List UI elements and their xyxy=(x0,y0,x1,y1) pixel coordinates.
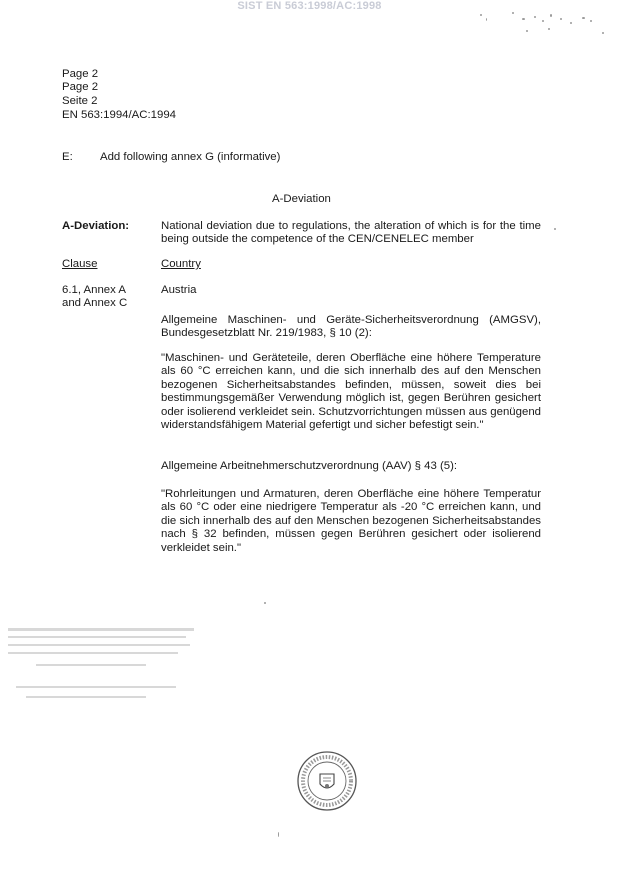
faint-bleed-through xyxy=(6,600,196,710)
watermark: SIST EN 563:1998/AC:1998 xyxy=(237,0,382,12)
page-number-en: Page 2 xyxy=(62,68,99,80)
regulation-citation-aav: Allgemeine Arbeitnehmerschutzverordnung (AAV) § 43 (5): xyxy=(161,460,458,472)
column-heading-clause: Clause xyxy=(62,258,98,270)
clause-reference-line1: 6.1, Annex A xyxy=(62,284,126,296)
scan-dot xyxy=(264,602,266,604)
instruction-label: E: xyxy=(62,151,73,163)
document-reference: EN 563:1994/AC:1994 xyxy=(62,109,176,121)
column-heading-country: Country xyxy=(161,258,201,270)
official-seal xyxy=(296,750,358,812)
section-title: A-Deviation xyxy=(272,193,331,205)
definition-term: A-Deviation: xyxy=(62,220,130,232)
scan-dot xyxy=(554,228,556,230)
page-number-de: Seite 2 xyxy=(62,95,98,107)
clause-reference-line2: and Annex C xyxy=(62,297,128,309)
country-name: Austria xyxy=(161,284,197,296)
instruction-text: Add following annex G (informative) xyxy=(100,151,281,163)
scan-dot xyxy=(278,832,279,837)
scan-noise-top xyxy=(478,8,608,38)
page-number-fr: Page 2 xyxy=(62,81,99,93)
regulation-quote-aav: "Rohrleitungen und Armaturen, deren Oberfläche eine höhere Temperatur als 60 °C oder eine niedrigere Temperatur als -20 °C erreichen kann, und die sich innerhalb des auf den Menschen bezogenen Sicherheitsabstandes nach § 32 befinden, müssen gegen Berühren gesichert oder isolierend verkleidet sein." xyxy=(161,488,541,554)
regulation-quote-amgsv: "Maschinen- und Geräteteile, deren Oberfläche eine höhere Temperature als 60 °C erreichen kann, und die sich innerhalb des auf den Menschen bezogenen Sicherheitsabstandes befinden, müssen, soweit dies bei bestimmungsgemäßer Verwendung möglich ist, gegen Berühren gesichert oder isolierend verkleidet sein. Schutzvorrichtungen müssen aus genügend widerstandsfähigem Material gefertigt und sicher befestigt sein." xyxy=(161,352,541,432)
definition-text: National deviation due to regulations, the alteration of which is for the time being outside the competence of the CEN/CENELEC member xyxy=(161,220,541,246)
regulation-citation-amgsv: Allgemeine Maschinen- und Geräte-Sicherheitsverordnung (AMGSV), Bundesgesetzblatt Nr. 219/1983, § 10 (2): xyxy=(161,314,541,340)
